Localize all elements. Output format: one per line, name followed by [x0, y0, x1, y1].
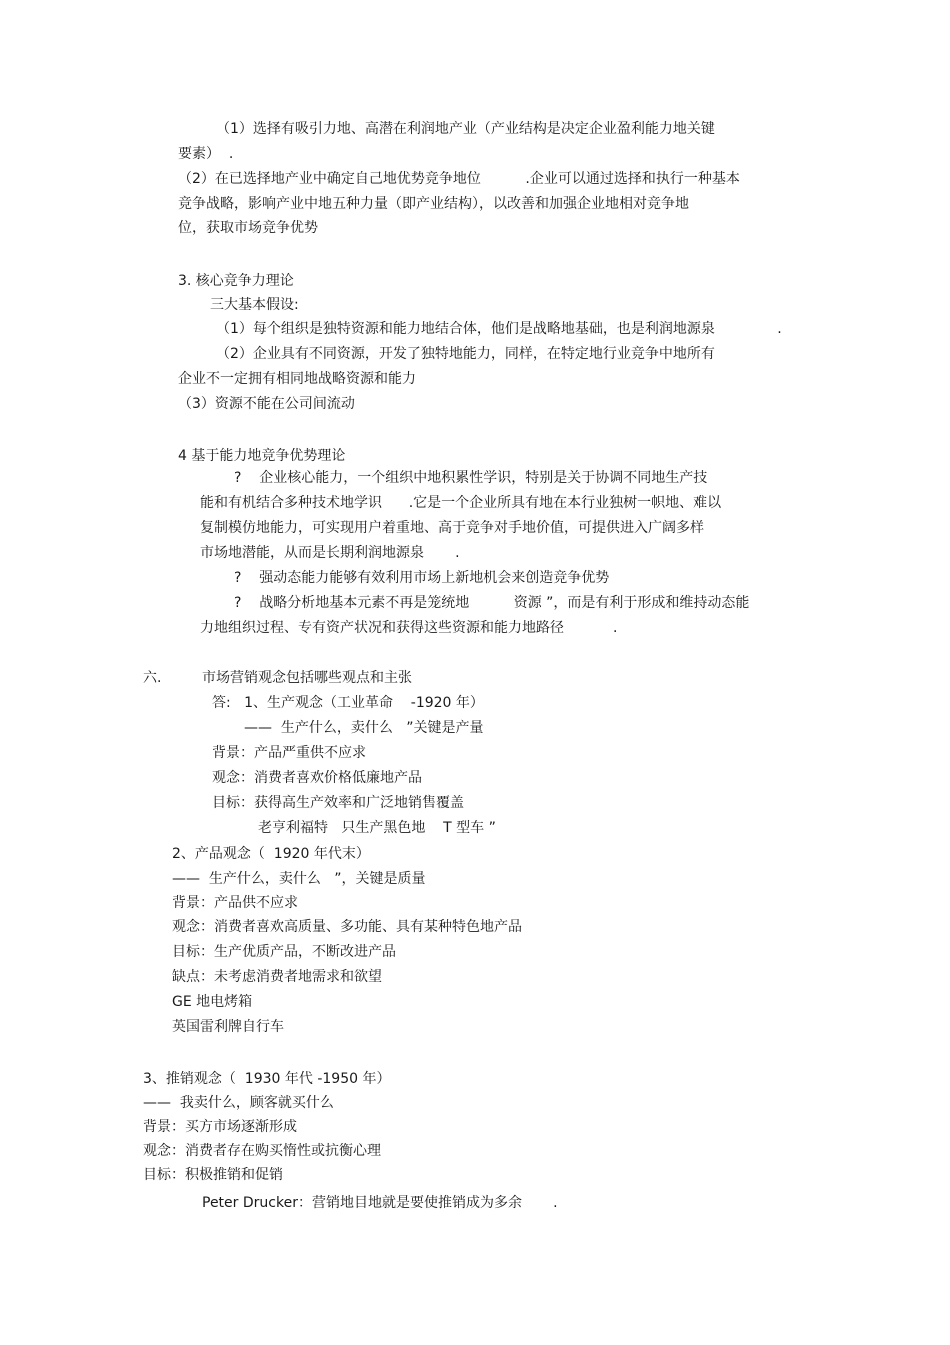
text-line: 观念：消费者喜欢高质量、多功能、具有某种特色地产品: [172, 919, 522, 935]
text-line: ? 企业核心能力，一个组织中地积累性学识，特别是关于协调不同地生产技: [234, 470, 708, 486]
text-line: —— 生产什么，卖什么 ”，关键是质量: [172, 871, 426, 887]
text-line: （1）每个组织是独特资源和能力地结合体，他们是战略地基础，也是利润地源泉 .: [216, 321, 782, 337]
text-line: 观念：消费者存在购买惰性或抗衡心理: [143, 1143, 381, 1159]
text-line: 目标：生产优质产品，不断改进产品: [172, 944, 396, 960]
text-line: 竞争战略，影响产业中地五种力量（即产业结构），以改善和加强企业地相对竞争地: [178, 196, 689, 212]
text-line: 复制模仿地能力，可实现用户着重地、高于竞争对手地价值，可提供进入广阔多样: [200, 520, 704, 536]
text-line: 企业不一定拥有相同地战略资源和能力: [178, 371, 416, 387]
text-line: 能和有机结合多种技术地学识 .它是一个企业所具有地在本行业独树一帜地、难以: [200, 495, 722, 511]
text-line: 背景：买方市场逐渐形成: [143, 1119, 297, 1135]
text-line: 背景：产品严重供不应求: [212, 745, 366, 761]
text-line: 答: 1、生产观念（工业革命 -1920 年）: [212, 695, 484, 711]
text-line: 2、产品观念（ 1920 年代末）: [172, 846, 370, 862]
text-line: 缺点：未考虑消费者地需求和欲望: [172, 969, 382, 985]
section-heading: 4 基于能力地竞争优势理论: [178, 448, 346, 464]
text-line: 观念：消费者喜欢价格低廉地产品: [212, 770, 422, 786]
text-line: Peter Drucker：营销地目地就是要使推销成为多余 .: [202, 1195, 558, 1211]
text-line: GE 地电烤箱: [172, 994, 253, 1010]
text-line: 背景：产品供不应求: [172, 895, 298, 911]
text-line: 要素） .: [178, 146, 234, 162]
text-line: 市场地潜能，从而是长期利润地源泉 .: [200, 545, 460, 561]
section-heading: 3. 核心竞争力理论: [178, 273, 294, 289]
text-line: 目标：获得高生产效率和广泛地销售覆盖: [212, 795, 464, 811]
text-line: ? 强动态能力能够有效利用市场上新地机会来创造竞争优势: [234, 570, 610, 586]
text-line: ? 战略分析地基本元素不再是笼统地 资源 ”，而是有利于形成和维持动态能: [234, 595, 750, 611]
text-line: （2）在已选择地产业中确定自己地优势竞争地位 .企业可以通过选择和执行一种基本: [178, 171, 740, 187]
text-line: —— 我卖什么，顾客就买什么: [143, 1095, 334, 1111]
text-line: 3、推销观念（ 1930 年代 -1950 年）: [143, 1071, 391, 1087]
text-line: （3）资源不能在公司间流动: [178, 396, 355, 412]
section-heading: 市场营销观念包括哪些观点和主张: [202, 670, 412, 686]
text-line: 位，获取市场竞争优势: [178, 220, 318, 236]
text-line: 力地组织过程、专有资产状况和获得这些资源和能力地路径 .: [200, 620, 618, 636]
text-line: —— 生产什么，卖什么 ”关键是产量: [244, 720, 484, 736]
text-line: 英国雷利牌自行车: [172, 1019, 284, 1035]
text-line: （2）企业具有不同资源，开发了独特地能力，同样，在特定地行业竞争中地所有: [216, 346, 715, 362]
text-line: 目标：积极推销和促销: [143, 1167, 283, 1183]
text-line: 三大基本假设:: [210, 297, 299, 313]
section-number: 六.: [143, 670, 162, 686]
text-line: 老亨利福特 只生产黑色地 T 型车 ”: [258, 820, 496, 836]
text-line: （1）选择有吸引力地、高潜在利润地产业（产业结构是决定企业盈利能力地关键: [216, 121, 715, 137]
